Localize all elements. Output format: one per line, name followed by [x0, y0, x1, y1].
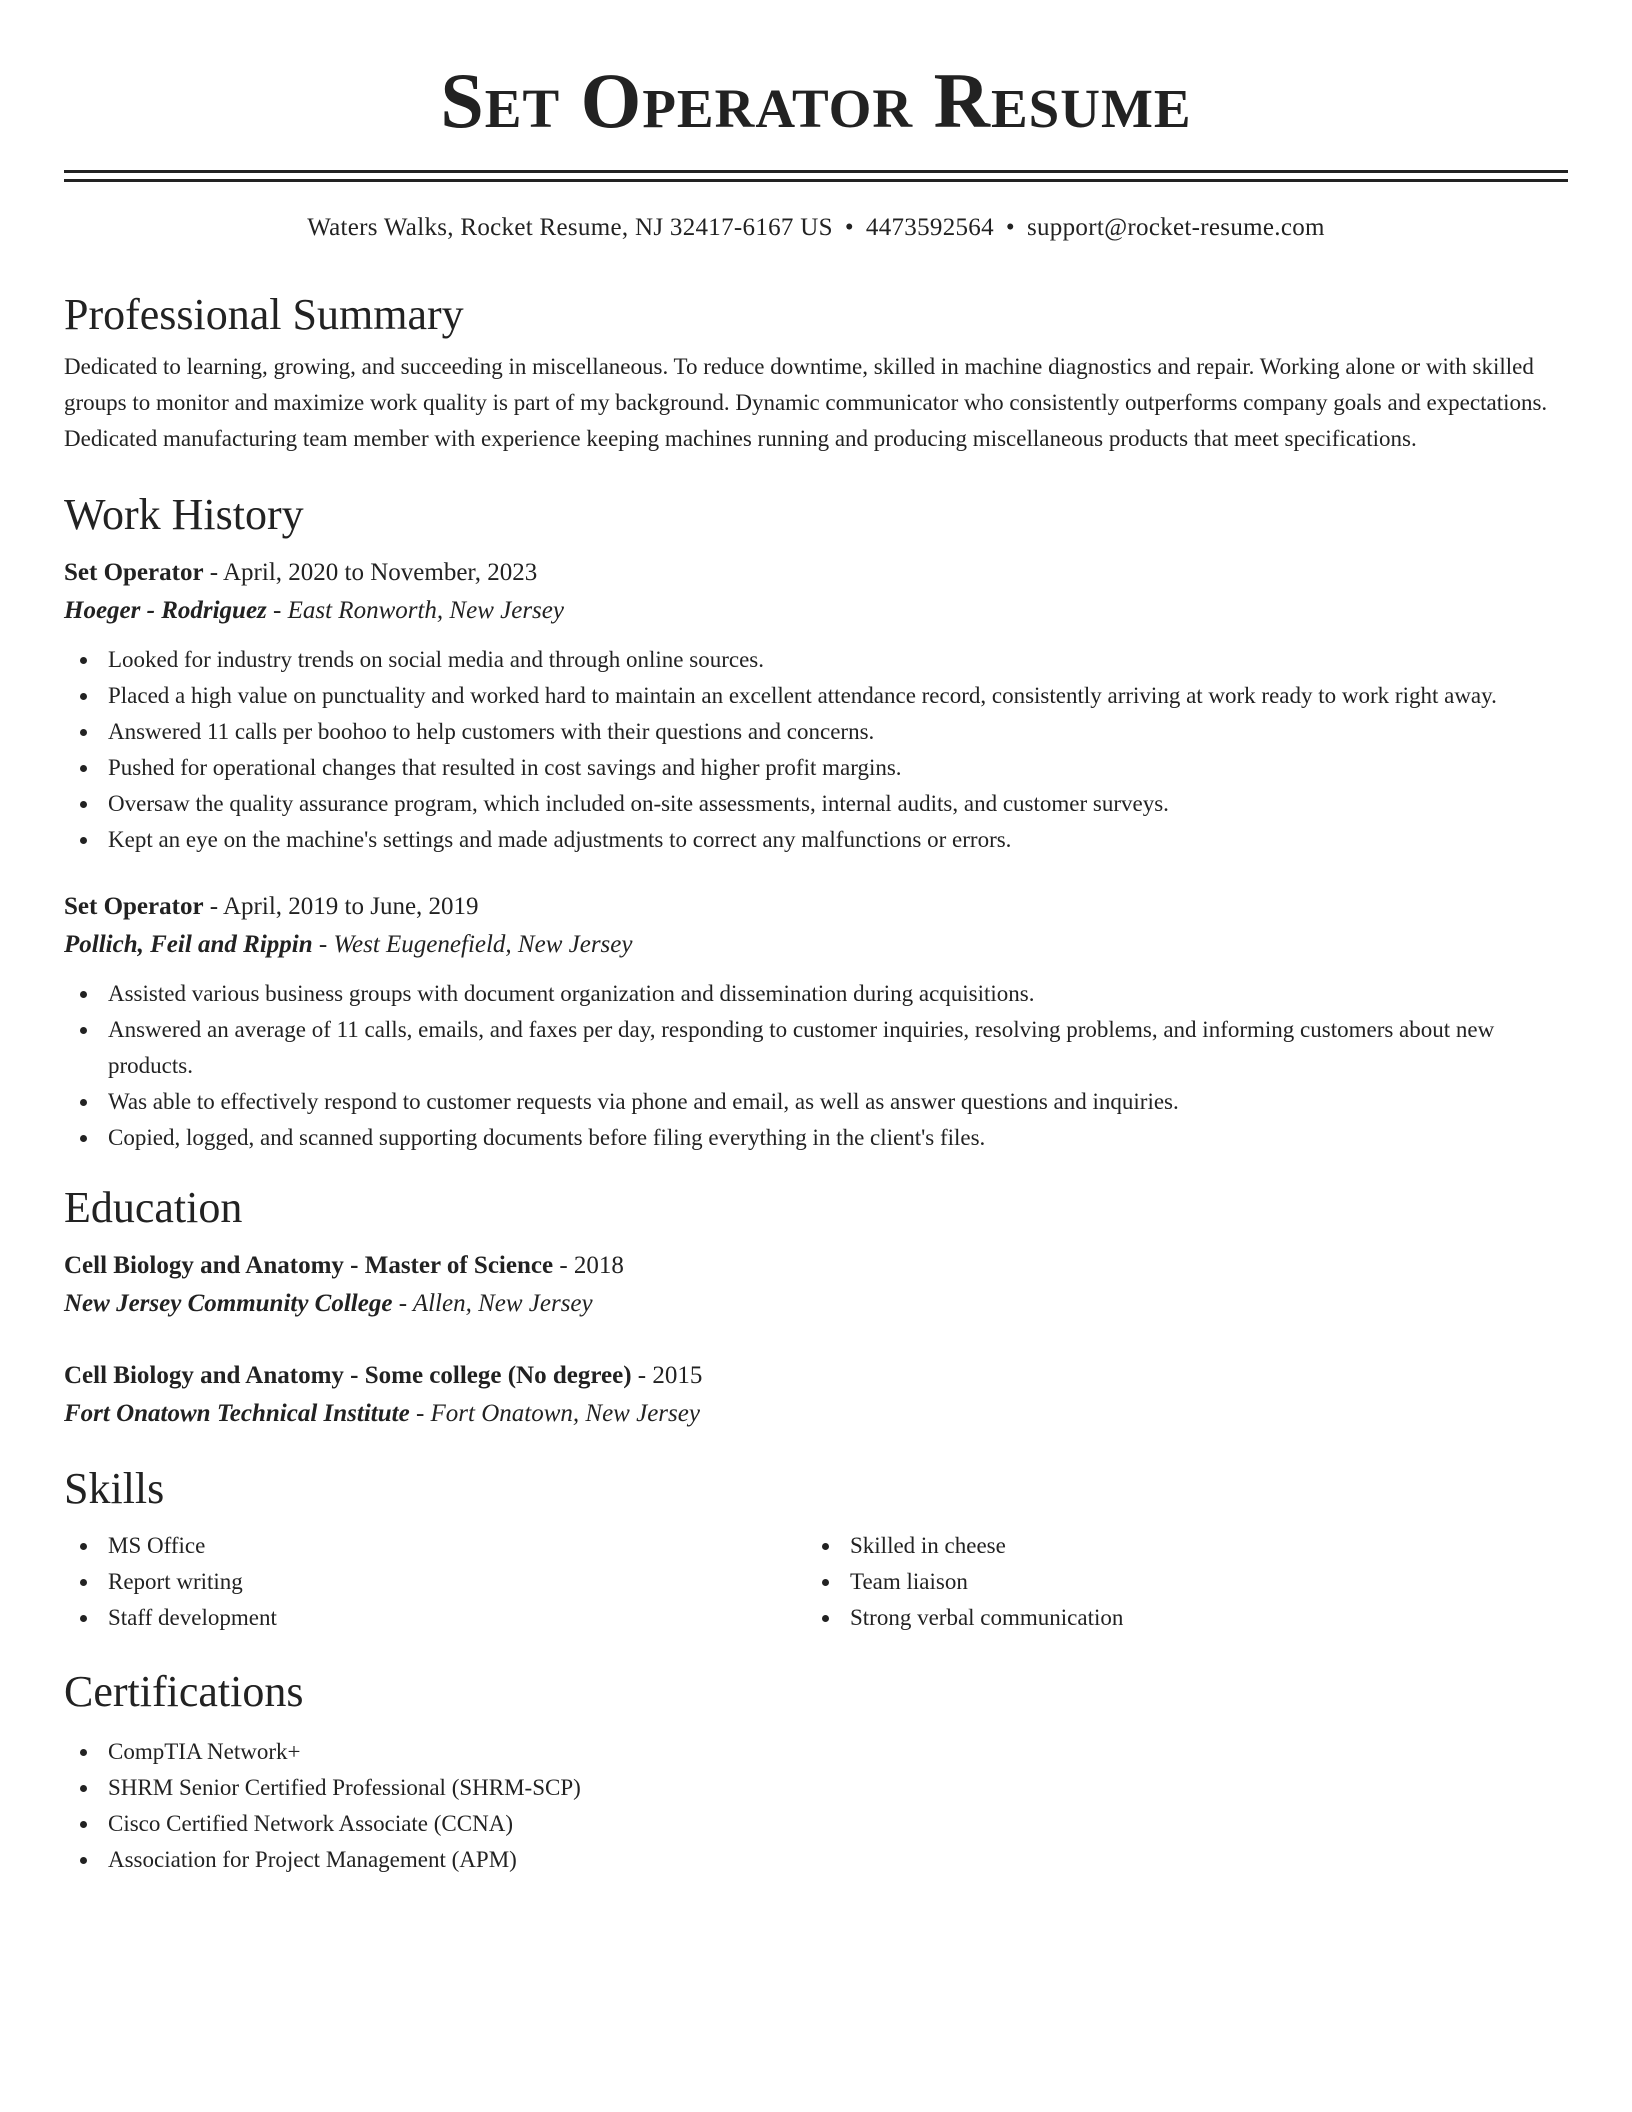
title-divider-bottom — [64, 179, 1568, 182]
skill-item: Staff development — [64, 1600, 806, 1636]
education-degree-line: Cell Biology and Anatomy - Master of Science - 2018 — [64, 1251, 624, 1279]
certification-item: CompTIA Network+ — [64, 1734, 1568, 1770]
education-degree: Cell Biology and Anatomy - Some college (No degree) — [64, 1361, 632, 1389]
job-title: Set Operator — [64, 559, 204, 587]
certification-item: SHRM Senior Certified Professional (SHRM-SCP) — [64, 1770, 1568, 1806]
contact-separator: • — [844, 214, 854, 241]
job-location: West Eugenefield, New Jersey — [333, 931, 633, 959]
skill-item: Skilled in cheese — [806, 1528, 1548, 1564]
summary-heading: Professional Summary — [64, 289, 464, 339]
education-year: 2015 — [652, 1361, 703, 1389]
skill-item: Report writing — [64, 1564, 806, 1600]
job-duty: Was able to effectively respond to customer requests via phone and email, as well as answer questions and inquiries. — [64, 1084, 1568, 1120]
job-duty: Oversaw the quality assurance program, which included on-site assessments, internal audits, and customer surveys. — [64, 786, 1568, 822]
job-duty: Pushed for operational changes that resulted in cost savings and higher profit margins. — [64, 750, 1568, 786]
job-title-line: Set Operator - April, 2019 to June, 2019 — [64, 893, 479, 921]
education-school-line: New Jersey Community College - Allen, New Jersey — [64, 1289, 593, 1317]
job-duty: Answered 11 calls per boohoo to help customers with their questions and concerns. — [64, 714, 1568, 750]
certifications-list — [64, 1734, 1568, 1878]
job-company-line: Pollich, Feil and Rippin - West Eugenefield, New Jersey — [64, 931, 633, 959]
education-entry — [64, 1247, 1568, 1323]
resume-page — [64, 0, 1568, 1878]
job-location: East Ronworth, New Jersey — [287, 597, 564, 625]
job-duties-list — [64, 976, 1568, 1156]
job-entry — [64, 888, 1568, 1156]
job-company: Pollich, Feil and Rippin — [64, 931, 313, 959]
job-duty: Kept an eye on the machine's settings and made adjustments to correct any malfunctions or errors. — [64, 822, 1568, 858]
contact-address: Waters Walks, Rocket Resume, NJ 32417-6167 US — [307, 214, 833, 241]
education-school: Fort Onatown Technical Institute — [64, 1399, 410, 1427]
education-section — [64, 1182, 1568, 1433]
job-company-line: Hoeger - Rodriguez - East Ronworth, New Jersey — [64, 597, 564, 625]
skill-item: Team liaison — [806, 1564, 1548, 1600]
skill-item: MS Office — [64, 1528, 806, 1564]
job-company: Hoeger - Rodriguez — [64, 597, 267, 625]
contact-separator: • — [1005, 214, 1015, 241]
contact-email: support@rocket-resume.com — [1026, 214, 1325, 241]
job-duty: Assisted various business groups with document organization and dissemination during acquisitions. — [64, 976, 1568, 1012]
job-duty: Copied, logged, and scanned supporting documents before filing everything in the client's files. — [64, 1120, 1568, 1156]
job-duty: Placed a high value on punctuality and worked hard to maintain an excellent attendance record, consistently arriving at work ready to work right away. — [64, 678, 1568, 714]
certification-item: Association for Project Management (APM) — [64, 1842, 1568, 1878]
title-divider-top — [64, 170, 1568, 173]
certifications-heading: Certifications — [64, 1666, 304, 1716]
job-dates: April, 2019 to June, 2019 — [223, 893, 479, 921]
job-duty: Answered an average of 11 calls, emails, and faxes per day, responding to customer inquiries, resolving problems, and informing customers about new products. — [64, 1012, 1568, 1084]
job-entry — [64, 554, 1568, 858]
job-title: Set Operator — [64, 893, 204, 921]
skills-section — [64, 1463, 1568, 1636]
skill-item: Strong verbal communication — [806, 1600, 1548, 1636]
skills-heading: Skills — [64, 1463, 165, 1513]
resume-title: Set Operator Resume — [440, 57, 1192, 144]
education-school: New Jersey Community College — [64, 1289, 393, 1317]
education-location: Allen, New Jersey — [412, 1289, 593, 1317]
skills-grid — [64, 1528, 1568, 1636]
education-degree-line: Cell Biology and Anatomy - Some college (No degree) - 2015 — [64, 1361, 703, 1389]
certification-item: Cisco Certified Network Associate (CCNA) — [64, 1806, 1568, 1842]
job-title-line: Set Operator - April, 2020 to November, 2023 — [64, 559, 538, 587]
job-duties-list — [64, 642, 1568, 858]
education-entry — [64, 1357, 1568, 1433]
education-year: 2018 — [573, 1251, 624, 1279]
work-history-section — [64, 489, 1568, 1156]
skills-list-right — [806, 1528, 1548, 1636]
certifications-section — [64, 1666, 1568, 1879]
education-location: Fort Onatown, New Jersey — [430, 1399, 700, 1427]
summary-text: Dedicated to learning, growing, and succeeding in miscellaneous. To reduce downtime, skilled in machine diagnostics and repair. Working alone or with skilled groups to monitor and maximize work quality is part of my background. Dynamic communicator who consistently outperforms company goals and expectations. Dedicated manufacturing team member with experience keeping machines running and producing miscellaneous products that meet specifications. — [64, 354, 1548, 452]
education-school-line: Fort Onatown Technical Institute - Fort Onatown, New Jersey — [64, 1399, 700, 1427]
job-duty: Looked for industry trends on social media and through online sources. — [64, 642, 1568, 678]
job-dates: April, 2020 to November, 2023 — [223, 559, 538, 587]
work-history-heading: Work History — [64, 490, 304, 540]
contact-phone: 4473592564 — [865, 214, 994, 241]
contact-line — [64, 212, 1568, 245]
education-degree: Cell Biology and Anatomy - Master of Science — [64, 1251, 554, 1279]
skills-list-left — [64, 1528, 806, 1636]
education-heading: Education — [64, 1183, 243, 1233]
summary-section — [64, 289, 1568, 458]
